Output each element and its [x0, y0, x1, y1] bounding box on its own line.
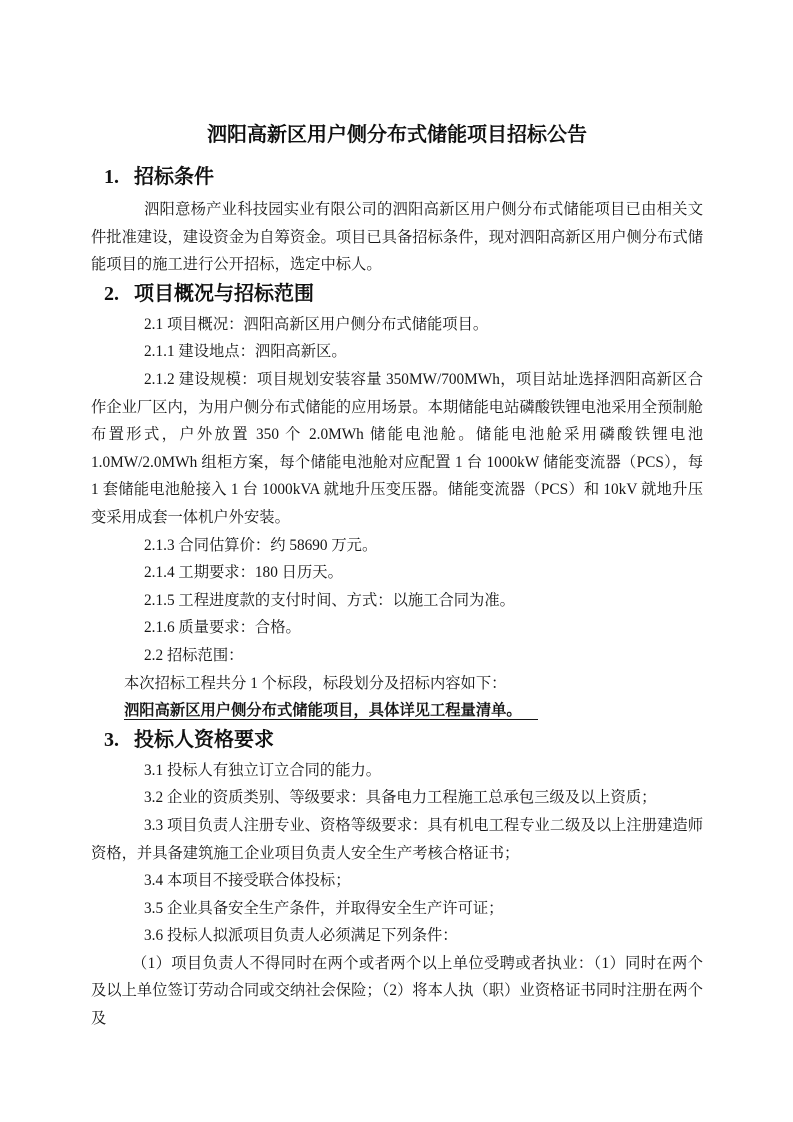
clause-2-1-2: 2.1.2 建设规模：项目规划安装容量 350MW/700MWh，项目站址选择泗阳高新区合作企业厂区内，为用户侧分布式储能的应用场景。本期储能电站磷酸铁锂电池采用全预制舱布置形式，户外放置 350 个 2.0MWh 储能电池舱。储能电池舱采用磷酸铁锂电池 1.0MW/2.0MWh 组柜方案，每个储能电池舱对应配置 1 台 1000kW 储能变流器（PCS），每 1 套储能电池舱接入 1 台 1000kVA 就地升压变压器。储能变流器（PCS）和 10kV 就地升压变采用成套一体机户外安装。	[91, 370, 703, 526]
clause-2-2-label: 2.2 招标范围：	[144, 646, 244, 664]
section-project-overview	[91, 281, 703, 725]
section-2-number: 2.	[104, 282, 119, 305]
clause-3-5: 3.5 企业具备安全生产条件，并取得安全生产许可证；	[144, 899, 504, 917]
section-3-heading	[91, 727, 703, 753]
section-3-title: 投标人资格要求	[134, 728, 274, 751]
clause-2-1-3: 2.1.3 合同估算价：约 58690 万元。	[144, 536, 378, 554]
clause-2-1-1: 2.1.1 建设地点：泗阳高新区。	[144, 343, 347, 361]
section-1-number: 1.	[104, 166, 119, 188]
clause-3-1: 3.1 投标人有独立订立合同的能力。	[144, 761, 382, 779]
clause-2-1-5: 2.1.5 工程进度款的支付时间、方式：以施工合同为准。	[144, 591, 515, 609]
section-2-heading	[91, 281, 703, 307]
para-tender-conditions: 泗阳意杨产业科技园实业有限公司的泗阳高新区用户侧分布式储能项目已由相关文件批准建设，建设资金为自筹资金。项目已具备招标条件，现对泗阳高新区用户侧分布式储能项目的施工进行公开招标，选定中标人。	[91, 201, 703, 274]
document-title: 泗阳高新区用户侧分布式储能项目招标公告	[207, 124, 587, 146]
clause-3-2: 3.2 企业的资质类别、等级要求：具备电力工程施工总承包三级及以上资质；	[144, 789, 657, 807]
para-bid-sections-intro: 本次招标工程共分 1 个标段，标段划分及招标内容如下：	[124, 674, 507, 692]
section-3-number: 3.	[104, 728, 119, 751]
clause-3-6: 3.6 投标人拟派项目负责人必须满足下列条件：	[144, 927, 458, 945]
bid-scope-underlined-text: 泗阳高新区用户侧分布式储能项目，具体详见工程量清单。	[124, 702, 538, 720]
section-tender-conditions	[91, 164, 703, 279]
clause-3-3: 3.3 项目负责人注册专业、资格等级要求：具有机电工程专业二级及以上注册建造师资格，并具备建筑施工企业项目负责人安全生产考核合格证书；	[91, 816, 703, 862]
section-2-title: 项目概况与招标范围	[134, 282, 314, 305]
section-bidder-qualifications	[91, 727, 703, 1033]
clause-3-4: 3.4 本项目不接受联合体投标；	[144, 872, 351, 890]
para-project-manager-restrictions: （1）项目负责人不得同时在两个或者两个以上单位受聘或者执业：（1）同时在两个及以上单位签订劳动合同或交纳社会保险；（2）将本人执（职）业资格证书同时注册在两个及	[91, 954, 703, 1028]
clause-2-1-4: 2.1.4 工期要求：180 日历天。	[144, 564, 343, 582]
section-1-heading	[91, 164, 703, 190]
clause-2-1-6: 2.1.6 质量要求：合格。	[144, 619, 301, 637]
clause-2-1: 2.1 项目概况：泗阳高新区用户侧分布式储能项目。	[144, 315, 489, 333]
section-1-title: 招标条件	[134, 166, 214, 188]
para-bid-scope	[91, 697, 703, 725]
